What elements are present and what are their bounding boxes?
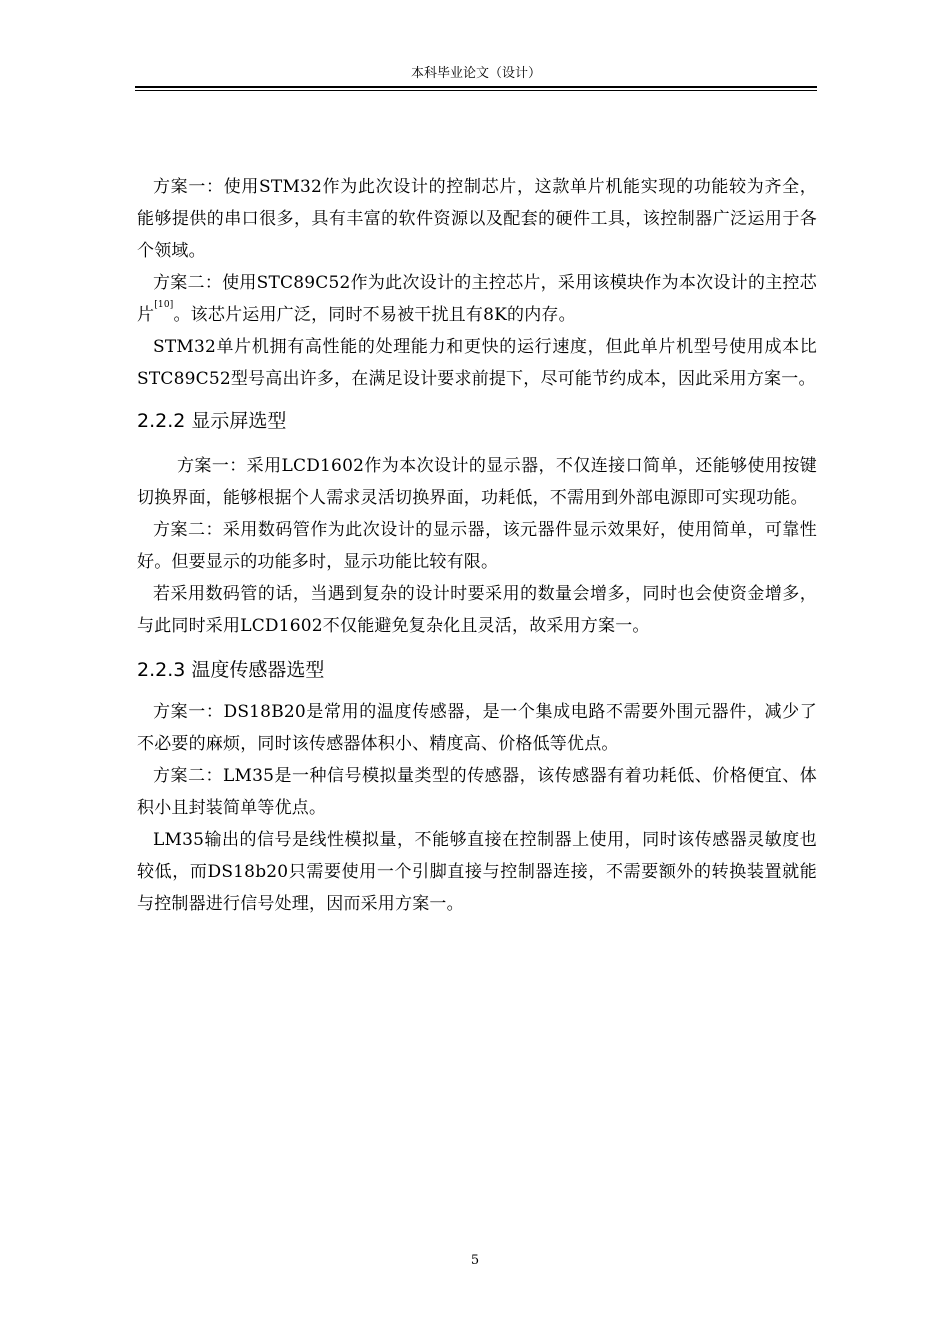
paragraph-text-tail: 。该芯片运用广泛，同时不易被干扰且有8K的内存。 [173, 305, 576, 325]
paragraph-text: 方案二：使用STC89C52作为此次设计的主控芯片，采用该模块作为本次设计的主控芯片 [137, 273, 817, 325]
paragraph-sensor-scheme-2: 方案二：LM35是一种信号模拟量类型的传感器，该传感器有着功耗低、价格便宜、体积小且封装简单等优点。 [137, 766, 817, 818]
paragraph-display-scheme-2: 方案二：采用数码管作为此次设计的显示器，该元器件显示效果好，使用简单，可靠性好。但要显示的功能多时，显示功能比较有限。 [137, 520, 817, 572]
paragraph-display-conclusion: 若采用数码管的话，当遇到复杂的设计时要采用的数量会增多，同时也会使资金增多，与此同时采用LCD1602不仅能避免复杂化且灵活，故采用方案一。 [137, 584, 817, 636]
main-content [137, 171, 817, 920]
page-number: 5 [470, 1253, 480, 1268]
paragraph-sensor-conclusion: LM35输出的信号是线性模拟量，不能够直接在控制器上使用，同时该传感器灵敏度也较低，而DS18b20只需要使用一个引脚直接与控制器连接，不需要额外的转换装置就能与控制器进行信号处理，因而采用方案一。 [137, 830, 817, 914]
header-rule-thick [135, 86, 817, 88]
paragraph-scheme-1-stm32: 方案一：使用STM32作为此次设计的控制芯片，这款单片机能实现的功能较为齐全，能够提供的串口很多，具有丰富的软件资源以及配套的硬件工具，该控制器广泛运用于各个领域。 [137, 177, 817, 261]
paragraph-controller-conclusion: STM32单片机拥有高性能的处理能力和更快的运行速度，但此单片机型号使用成本比STC89C52型号高出许多，在满足设计要求前提下，尽可能节约成本，因此采用方案一。 [137, 337, 817, 389]
citation-reference: [10] [154, 300, 174, 310]
section-heading-2-2-3: 2.2.3 温度传感器选型 [137, 659, 325, 681]
header-rule-thin [135, 90, 817, 91]
section-heading-2-2-2: 2.2.2 显示屏选型 [137, 410, 287, 432]
page-header-title: 本科毕业论文（设计） [410, 66, 541, 81]
paragraph-scheme-2-stc89c52 [137, 267, 817, 331]
paragraph-display-scheme-1: 方案一：采用LCD1602作为本次设计的显示器，不仅连接口简单，还能够使用按键切换界面，能够根据个人需求灵活切换界面，功耗低，不需用到外部电源即可实现功能。 [137, 456, 817, 508]
paragraph-sensor-scheme-1: 方案一：DS18B20是常用的温度传感器，是一个集成电路不需要外围元器件，减少了不必要的麻烦，同时该传感器体积小、精度高、价格低等优点。 [137, 702, 817, 754]
